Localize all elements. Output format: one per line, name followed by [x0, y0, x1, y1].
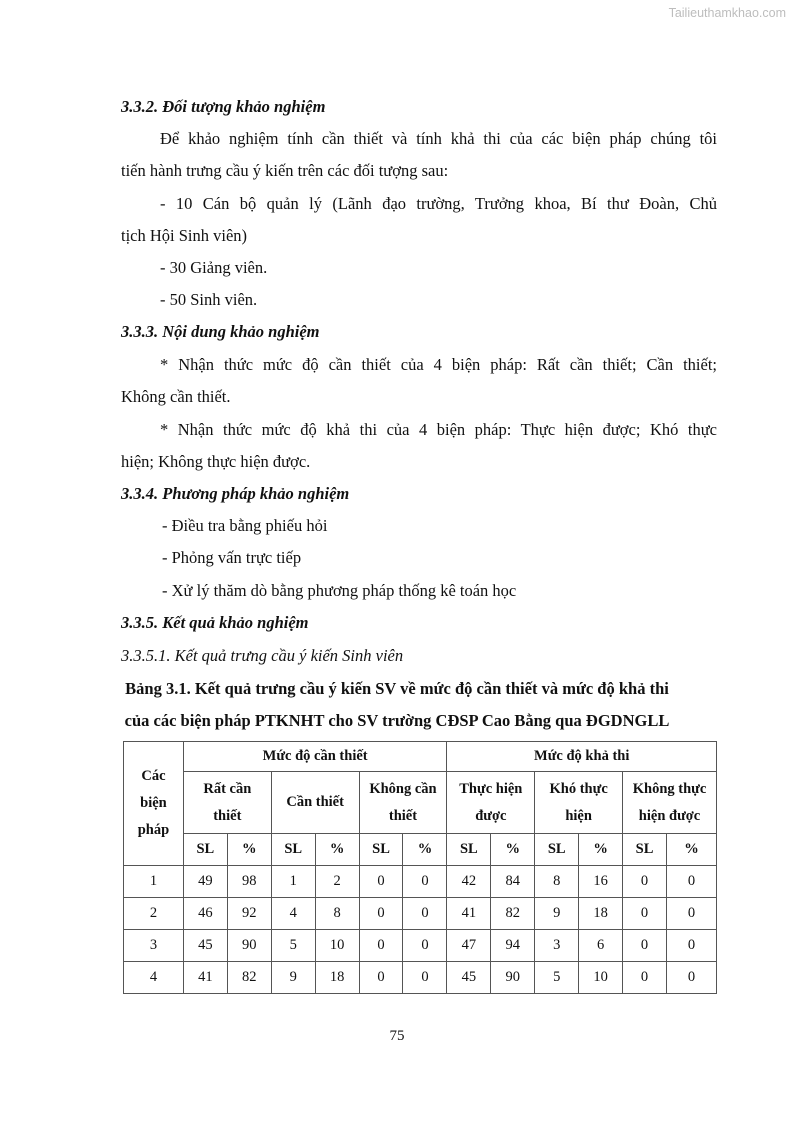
header-khong-thuc-hien-duoc: Không thực hiện được	[623, 772, 717, 834]
header-pct: %	[315, 834, 359, 866]
table-cell: 41	[183, 962, 227, 994]
page-number: 75	[389, 1028, 405, 1044]
section-heading-333: 3.3.3. Nội dung khảo nghiệm	[121, 322, 320, 341]
paragraph-line: tiến hành trưng cầu ý kiến trên các đối tượng sau:	[121, 161, 449, 180]
table-cell: 18	[315, 962, 359, 994]
table-cell: 1	[124, 866, 184, 898]
header-sl: SL	[183, 834, 227, 866]
header-sl: SL	[447, 834, 491, 866]
table-cell: 0	[359, 930, 403, 962]
table-cell: 1	[271, 866, 315, 898]
table-cell: 0	[359, 962, 403, 994]
list-item: - Phỏng vấn trực tiếp	[162, 548, 302, 567]
watermark: Tailieuthamkhao.com	[668, 6, 786, 20]
table-body	[124, 866, 717, 994]
table-cell: 5	[535, 962, 579, 994]
table-cell: 5	[271, 930, 315, 962]
table-cell: 0	[359, 866, 403, 898]
header-pct: %	[403, 834, 447, 866]
header-sl: SL	[359, 834, 403, 866]
table-cell: 98	[227, 866, 271, 898]
paragraph-line: Để khảo nghiệm tính cần thiết và tính khả thi của các biện pháp chúng tôi	[160, 129, 717, 148]
table-cell: 4	[124, 962, 184, 994]
list-item: - 30 Giảng viên.	[160, 258, 268, 277]
table-cell: 45	[447, 962, 491, 994]
table-cell: 6	[579, 930, 623, 962]
table-cell: 0	[403, 930, 447, 962]
header-rat-can-thiet: Rất cần thiết	[183, 772, 271, 834]
header-necessity: Mức độ cần thiết	[183, 742, 447, 772]
paragraph-line: * Nhận thức mức độ cần thiết của 4 biện pháp: Rất cần thiết; Cần thiết;	[160, 355, 717, 374]
table-cell: 0	[623, 866, 667, 898]
table-cell: 0	[403, 962, 447, 994]
table-cell: 0	[623, 930, 667, 962]
table-cell: 8	[315, 898, 359, 930]
list-item: - Điều tra bằng phiếu hỏi	[162, 516, 328, 535]
header-pct: %	[579, 834, 623, 866]
table-cell: 9	[535, 898, 579, 930]
table-cell: 0	[666, 866, 716, 898]
table-cell: 46	[183, 898, 227, 930]
header-pct: %	[666, 834, 716, 866]
results-table	[123, 741, 717, 994]
table-cell: 0	[359, 898, 403, 930]
header-sl: SL	[271, 834, 315, 866]
table-cell: 45	[183, 930, 227, 962]
table-cell: 0	[403, 898, 447, 930]
table-cell: 3	[124, 930, 184, 962]
table-caption-line: Bảng 3.1. Kết quả trưng cầu ý kiến SV về mức độ cần thiết và mức độ khả thi	[125, 679, 669, 698]
header-khong-can-thiet: Không cần thiết	[359, 772, 447, 834]
table-cell: 10	[579, 962, 623, 994]
header-sl: SL	[535, 834, 579, 866]
header-thuc-hien-duoc: Thực hiện được	[447, 772, 535, 834]
subsection-heading: 3.3.5.1. Kết quả trưng cầu ý kiến Sinh viên	[121, 646, 404, 665]
table-cell: 9	[271, 962, 315, 994]
table-cell: 18	[579, 898, 623, 930]
table-cell: 2	[124, 898, 184, 930]
table-cell: 49	[183, 866, 227, 898]
table-cell: 8	[535, 866, 579, 898]
table-cell: 94	[491, 930, 535, 962]
header-can-thiet: Cần thiết	[271, 772, 359, 834]
table-cell: 10	[315, 930, 359, 962]
table-cell: 90	[491, 962, 535, 994]
table-cell: 47	[447, 930, 491, 962]
paragraph-line: * Nhận thức mức độ khả thi của 4 biện pháp: Thực hiện được; Khó thực	[160, 420, 717, 439]
paragraph-line: Không cần thiết.	[121, 387, 231, 406]
table-row	[124, 866, 717, 898]
table-cell: 84	[491, 866, 535, 898]
table-cell: 2	[315, 866, 359, 898]
table-cell: 42	[447, 866, 491, 898]
header-sl: SL	[623, 834, 667, 866]
paragraph-line: hiện; Không thực hiện được.	[121, 452, 311, 471]
section-heading-335: 3.3.5. Kết quả khảo nghiệm	[121, 613, 309, 632]
table-cell: 0	[666, 898, 716, 930]
table-cell: 0	[666, 930, 716, 962]
table-cell: 3	[535, 930, 579, 962]
table-cell: 0	[666, 962, 716, 994]
table-cell: 82	[491, 898, 535, 930]
header-bien-phap: Các biện pháp	[124, 742, 184, 866]
table-cell: 41	[447, 898, 491, 930]
section-heading-332: 3.3.2. Đối tượng khảo nghiệm	[121, 97, 326, 116]
table-cell: 0	[403, 866, 447, 898]
section-heading-334: 3.3.4. Phương pháp khảo nghiệm	[121, 484, 350, 503]
list-item-continuation: tịch Hội Sinh viên)	[121, 226, 248, 245]
table-row	[124, 930, 717, 962]
header-pct: %	[491, 834, 535, 866]
list-item: - 10 Cán bộ quản lý (Lãnh đạo trường, Trưởng khoa, Bí thư Đoàn, Chủ	[160, 194, 717, 213]
table-row	[124, 962, 717, 994]
table-cell: 0	[623, 898, 667, 930]
table-cell: 92	[227, 898, 271, 930]
header-feasibility: Mức độ khả thi	[447, 742, 717, 772]
table-caption-line: của các biện pháp PTKNHT cho SV trường CĐSP Cao Bằng qua ĐGDNGLL	[124, 711, 670, 730]
table-cell: 16	[579, 866, 623, 898]
list-item: - Xử lý thăm dò bằng phương pháp thống kê toán học	[162, 581, 517, 600]
table-cell: 90	[227, 930, 271, 962]
table-row	[124, 898, 717, 930]
table-cell: 82	[227, 962, 271, 994]
header-pct: %	[227, 834, 271, 866]
table-cell: 4	[271, 898, 315, 930]
header-kho-thuc-hien: Khó thực hiện	[535, 772, 623, 834]
list-item: - 50 Sinh viên.	[160, 290, 258, 309]
table-cell: 0	[623, 962, 667, 994]
